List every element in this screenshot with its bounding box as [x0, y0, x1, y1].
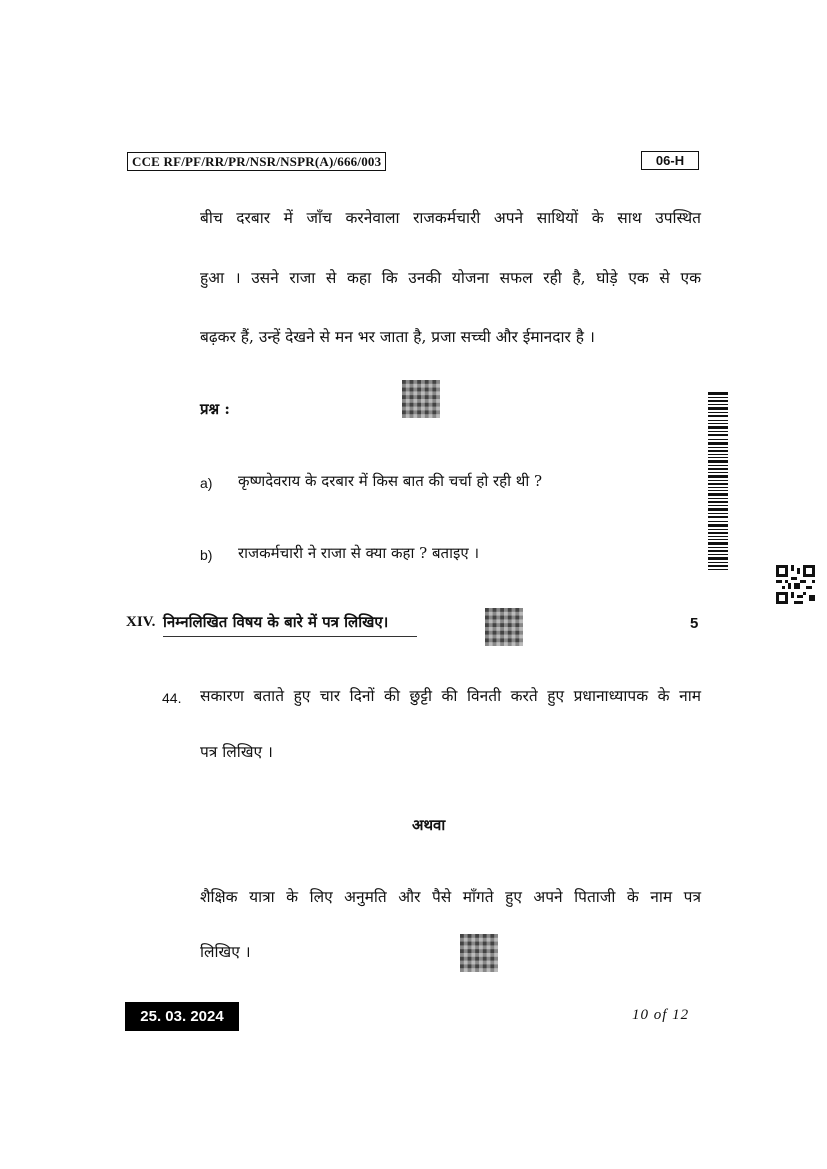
alternative-line-1: शैक्षिक यात्रा के लिए अनुमति और पैसे माँगते हुए अपने पिताजी के नाम पत्र — [200, 888, 701, 906]
barcode-icon — [708, 392, 728, 572]
question-a-text: कृष्णदेवराय के दरबार में किस बात की चर्चा हो रही थी ? — [238, 472, 543, 490]
alternative-line-2: लिखिए । — [200, 943, 251, 961]
question-b-text: राजकर्मचारी ने राजा से क्या कहा ? बताइए । — [238, 544, 480, 562]
question-44-line-1: सकारण बताते हुए चार दिनों की छुट्टी की विनती करते हुए प्रधानाध्यापक के नाम — [200, 687, 701, 705]
page-number: 10 of 12 — [632, 1007, 690, 1023]
security-pattern — [402, 380, 440, 418]
question-b-mark: b) — [200, 547, 213, 563]
question-44-line-2: पत्र लिखिए । — [200, 743, 273, 761]
paper-code: CCE RF/PF/RR/PR/NSR/NSPR(A)/666/003 — [127, 152, 386, 171]
exam-date: 25. 03. 2024 — [125, 1002, 239, 1031]
section-number: XIV. — [126, 614, 156, 630]
passage-line-1: बीच दरबार में जाँच करनेवाला राजकर्मचारी अपने साथियों के साथ उपस्थित — [200, 209, 701, 227]
security-pattern — [485, 608, 523, 646]
question-label: प्रश्न : — [200, 400, 230, 418]
or-label: अथवा — [412, 816, 446, 834]
question-a-mark: a) — [200, 475, 213, 491]
question-number: 44. — [162, 690, 182, 706]
qr-code-icon — [776, 565, 815, 604]
version-code: 06-H — [641, 151, 699, 170]
passage-line-3: बढ़कर हैं, उन्हें देखने से मन भर जाता है, प्रजा सच्ची और ईमानदार है । — [200, 328, 595, 346]
passage-line-2: हुआ । उसने राजा से कहा कि उनकी योजना सफल रही है, घोड़े एक से एक — [200, 269, 701, 287]
section-marks: 5 — [690, 615, 699, 632]
security-pattern — [460, 934, 498, 972]
section-title: निम्नलिखित विषय के बारे में पत्र लिखिए। — [163, 612, 417, 637]
